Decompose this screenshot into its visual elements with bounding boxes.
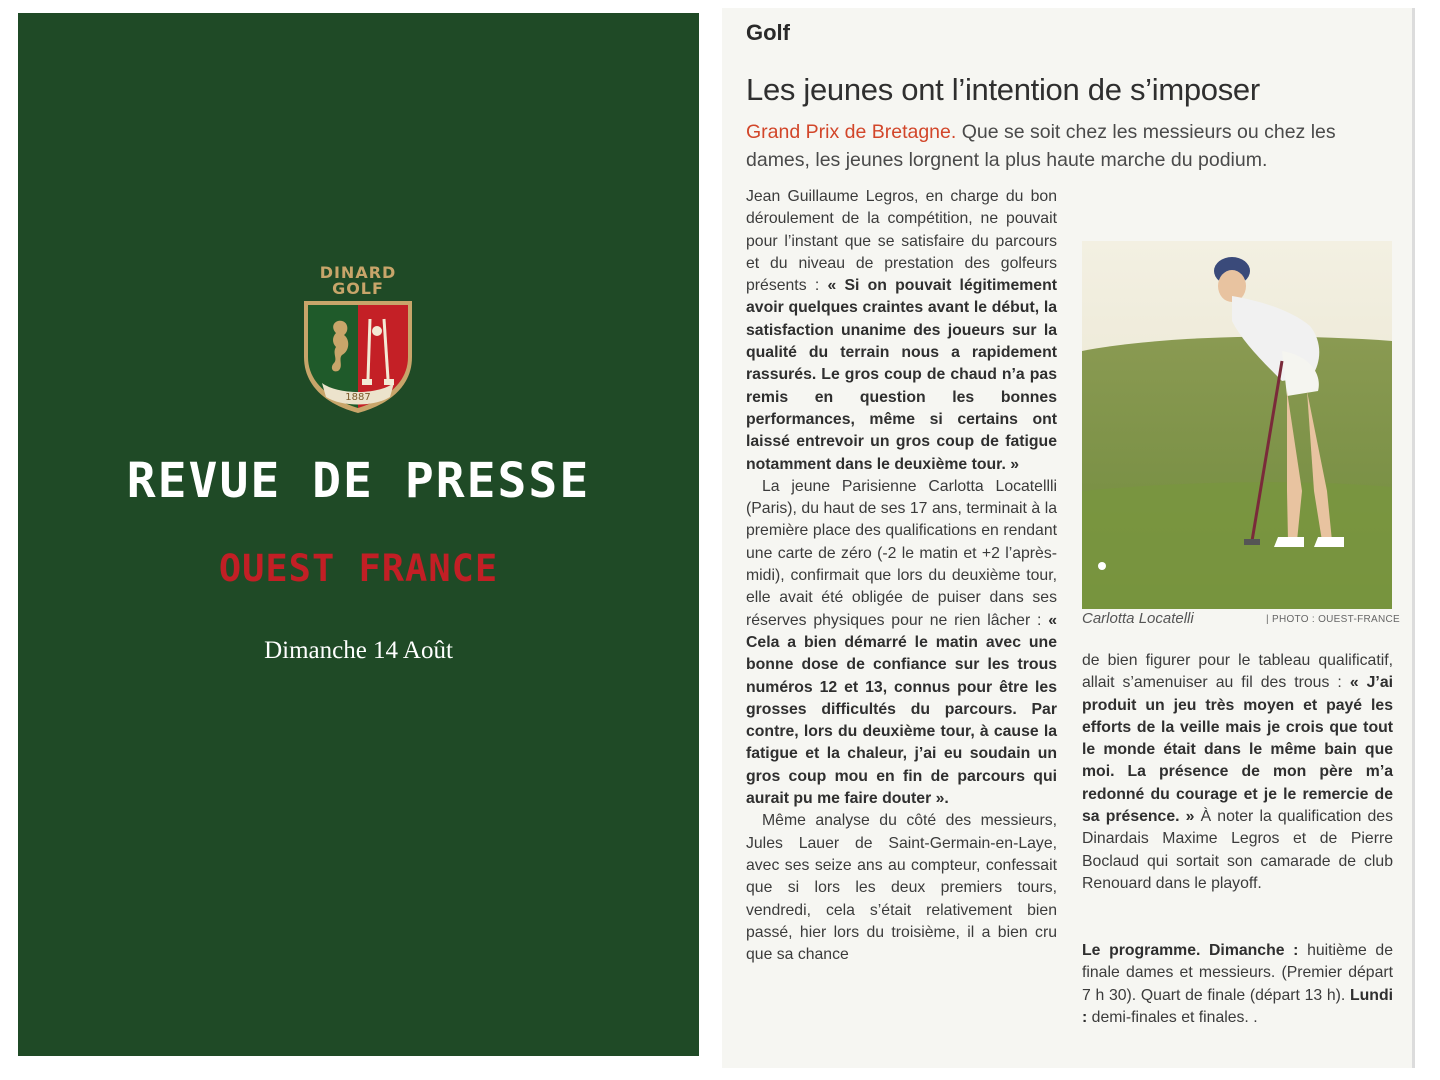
paragraph-quote: « J’ai produit un jeu très moyen et payé les efforts de la veille mais je crois que tout le monde était dans le même bain que moi. La présence de mon père m’a redonné du courage et je le remercie de sa présence. » — [1082, 674, 1393, 826]
newspaper-clipping — [722, 8, 1415, 1068]
article-paragraph — [746, 186, 1057, 476]
paragraph-text: de bien figurer pour le tableau qualificatif, allait s’amenuiser au fil des trous : — [1082, 652, 1393, 692]
brand-name-line1: DINARD — [319, 263, 397, 282]
program-label-monday: Lundi : — [1082, 986, 1393, 1026]
program-paragraph — [1082, 940, 1393, 1029]
article-column-right — [1082, 650, 1393, 895]
article-paragraph — [746, 810, 1057, 966]
program-box — [1082, 940, 1393, 1029]
dinard-golf-logo — [298, 251, 418, 416]
article-photo — [1082, 241, 1392, 609]
article-headline: Les jeunes ont l’intention de s’imposer — [746, 72, 1260, 107]
section-label: Golf — [746, 20, 790, 45]
paragraph-text: Jean Guillaume Legros, en charge du bon déroulement de la compétition, ne pouvait pour l’instant que se satisfaire du parcours et du niveau de prestation des golfeurs présents : — [746, 188, 1057, 295]
article-column-left — [746, 186, 1057, 966]
cover-title: REVUE DE PRESSE — [126, 453, 591, 509]
program-text-monday: demi-finales et finales. . — [1087, 1008, 1258, 1026]
svg-text:1887: 1887 — [345, 392, 371, 403]
article-lede — [746, 118, 1386, 174]
article-paragraph — [746, 476, 1057, 810]
article-paragraph — [1082, 650, 1393, 895]
golf-crest-icon — [298, 297, 418, 415]
lede-text: Que se soit chez les messieurs ou chez les dames, les jeunes lorgnent la plus haute marche du podium. — [746, 121, 1336, 171]
paragraph-quote: « Cela a bien démarré le matin avec une bonne dose de confiance sur les trous numéros 12 et 13, connus pour être les grosses difficultés du parcours. Par contre, lors du deuxième tour, à cause la fatigue et la chaleur, j’ai eu soudain un gros coup mou en fin de parcours qui aurait pu me faire douter ». — [746, 611, 1057, 808]
photo-caption: Carlotta Locatelli — [1082, 610, 1194, 627]
program-label: Le programme. Dimanche : — [1082, 942, 1299, 959]
cover-date: Dimanche 14 Août — [264, 637, 453, 664]
lede-kicker: Grand Prix de Bretagne. — [746, 121, 957, 143]
paragraph-text: Même analyse du côté des messieurs, Jules Lauer de Saint-Germain-en-Laye, avec ses seize ans au compteur, confessait que si lors les deux premiers tours, vendredi, cela s’était relativement bien passé, hier lors du troisième, il a bien cru que sa chance — [746, 812, 1057, 964]
golfer-photo-icon — [1082, 241, 1392, 609]
cover-subtitle: OUEST FRANCE — [218, 547, 499, 590]
program-text: huitième de finale dames et messieurs. (Premier départ 7 h 30). Quart de finale (départ 13 h). — [1082, 942, 1394, 1004]
paragraph-text: La jeune Parisienne Carlotta Locatellli (Paris), du haut de ses 17 ans, terminait à la première place des qualifications en rendant une carte de zéro (-2 le matin et +2 l’après-midi), confirmait que lors du deuxième tour, elle avait été obligée de puiser dans ses réserves physiques pour ne rien lâcher : — [746, 477, 1057, 629]
brand-name-line2: GOLF — [332, 279, 384, 298]
paragraph-quote: « Si on pouvait légitimement avoir quelques craintes avant le début, la satisfaction unanime des joueurs sur la qualité du terrain nous a rapidement rassurés. Le gros coup de chaud n’a pas remis en question les bonnes performances, même si certains ont laissé entrevoir un gros coup de fatigue notamment dans le deuxième tour. » — [746, 277, 1057, 473]
paragraph-text: À noter la qualification des Dinardais Maxime Legros et de Pierre Boclaud qui sortait son camarade de club Renouard dans le playoff. — [1082, 808, 1393, 892]
photo-credit: | PHOTO : OUEST-FRANCE — [1266, 614, 1401, 625]
cover-panel — [18, 13, 699, 1056]
